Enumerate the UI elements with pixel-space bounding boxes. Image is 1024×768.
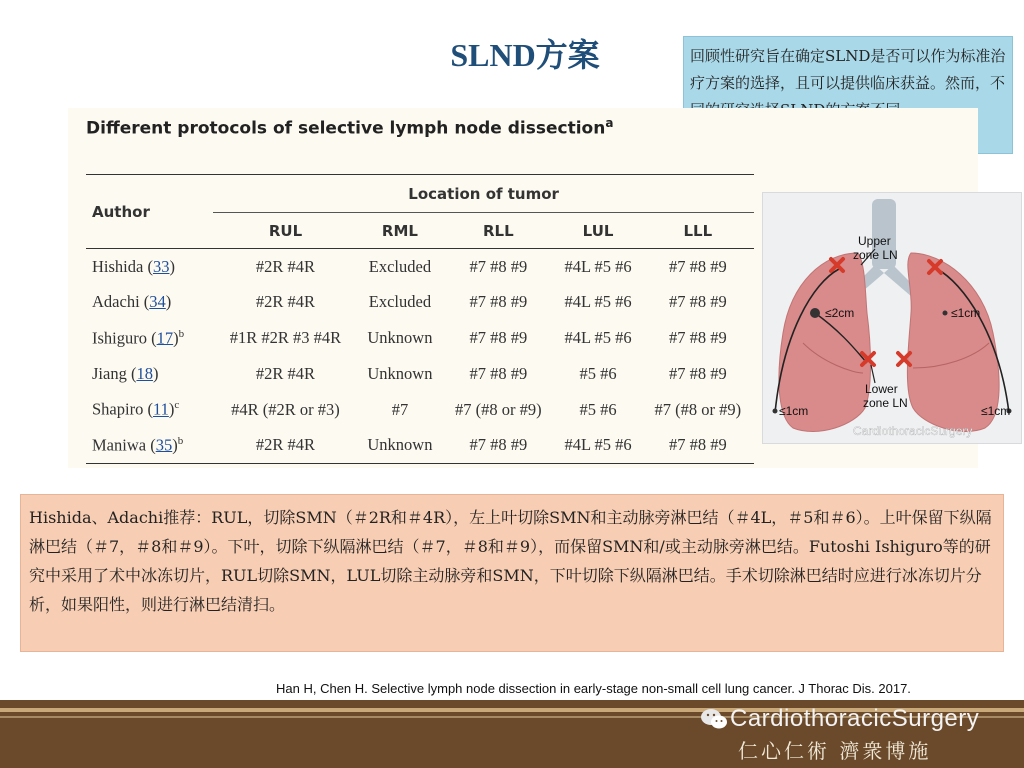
table-cell: #7 #8 #9 bbox=[469, 292, 528, 312]
table-cell: #4L #5 #6 bbox=[564, 256, 632, 276]
lower-zone-label-1: Lower bbox=[865, 382, 898, 396]
column-header: LLL bbox=[683, 221, 713, 240]
footnote-marker: c bbox=[174, 399, 180, 412]
author-cell: Maniwa $(35)^b$ bbox=[92, 434, 184, 455]
table-cell: #7 #8 #9 bbox=[668, 327, 727, 347]
table-cell: #2R #4R bbox=[255, 363, 316, 383]
reference-link[interactable]: 33 bbox=[152, 256, 170, 276]
table-cell: #4L #5 #6 bbox=[564, 435, 632, 455]
wechat-icon bbox=[700, 707, 728, 731]
author-cell: Ishiguro $(17)^b$ bbox=[92, 327, 185, 348]
table-cell: #2R #4R bbox=[255, 256, 316, 276]
table-cell: Excluded bbox=[368, 292, 432, 312]
table-cell: Excluded bbox=[368, 256, 432, 276]
table-cell: #4L #5 #6 bbox=[564, 327, 632, 347]
author-name: Jiang bbox=[92, 363, 127, 383]
table-heading-sup: a bbox=[605, 116, 614, 130]
table-cell: #7 #8 #9 bbox=[668, 292, 727, 312]
column-header: RUL bbox=[268, 221, 303, 240]
table-cell: #7 #8 #9 bbox=[469, 435, 528, 455]
label-1cm-br: ≤1cm bbox=[981, 404, 1011, 418]
reference-link[interactable]: 35 bbox=[155, 435, 173, 455]
table-cell: #7 bbox=[391, 399, 409, 419]
table-cell: #5 #6 bbox=[579, 363, 617, 383]
table-cell: #7 #8 #9 bbox=[469, 256, 528, 276]
upper-zone-label-2: zone LN bbox=[853, 248, 898, 262]
citation: Han H, Chen H. Selective lymph node dissection in early-stage non-small cell lung cancer. J Thorac Dis. 2017. bbox=[276, 681, 911, 696]
column-header: RLL bbox=[482, 221, 514, 240]
author-name: Maniwa bbox=[92, 435, 147, 455]
author-cell: Jiang (18) bbox=[92, 363, 159, 383]
table-row bbox=[86, 427, 754, 463]
table-cell: #7 (#8 or #9) bbox=[654, 399, 742, 419]
table-cell: #2R #4R bbox=[255, 435, 316, 455]
tumor-dot-2cm bbox=[810, 308, 820, 318]
label-1cm-right: ≤1cm bbox=[951, 306, 981, 320]
table-cell: Unknown bbox=[367, 435, 433, 455]
table-cell: #4L #5 #6 bbox=[564, 292, 632, 312]
author-name: Ishiguro bbox=[92, 328, 147, 348]
slide-title: SLND方案 bbox=[450, 37, 600, 73]
tumor-dot-1cm-bl bbox=[773, 409, 778, 414]
lung-figure bbox=[762, 192, 1022, 444]
footer-brand: CardiothoracicSurgery bbox=[730, 705, 980, 732]
table-cell: Unknown bbox=[367, 327, 433, 347]
table-row bbox=[86, 356, 754, 392]
protocol-table bbox=[86, 174, 754, 464]
label-2cm: ≤2cm bbox=[825, 306, 855, 320]
table-cell: #7 #8 #9 bbox=[469, 363, 528, 383]
table-cell: #4R (#2R or #3) bbox=[231, 399, 340, 419]
table-row bbox=[86, 284, 754, 320]
table-heading bbox=[86, 116, 613, 139]
author-cell: Adachi (34) bbox=[92, 292, 172, 312]
reference-link[interactable]: 18 bbox=[136, 363, 153, 383]
author-name: Adachi bbox=[92, 292, 140, 312]
lower-zone-line bbox=[871, 365, 875, 383]
table-cell: #7 (#8 or #9) bbox=[455, 399, 542, 419]
table-cell: #2R #4R bbox=[255, 292, 316, 312]
table-row bbox=[86, 392, 754, 428]
column-header: LUL bbox=[582, 221, 614, 240]
table-cell: #7 #8 #9 bbox=[668, 435, 727, 455]
author-header: Author bbox=[86, 175, 213, 249]
table-row bbox=[86, 249, 754, 285]
author-name: Shapiro bbox=[92, 399, 144, 419]
column-header: RML bbox=[381, 221, 418, 240]
table-cell: Unknown bbox=[367, 363, 433, 383]
author-cell: Shapiro $(11)^c$ bbox=[92, 399, 180, 419]
author-name: Hishida bbox=[92, 256, 144, 276]
lower-zone-label-2: zone LN bbox=[863, 396, 908, 410]
label-1cm-bl: ≤1cm bbox=[779, 404, 809, 418]
footnote-marker: b bbox=[177, 434, 184, 447]
table-cell: #7 #8 #9 bbox=[668, 363, 727, 383]
reference-link[interactable]: 34 bbox=[149, 292, 166, 312]
figure-watermark: CardiothoracicSurgery bbox=[853, 424, 973, 438]
footer-motto: 仁心仁術 濟衆博施 bbox=[738, 739, 932, 763]
location-header: Location of tumor bbox=[213, 175, 754, 213]
table-cell: #7 #8 #9 bbox=[668, 256, 727, 276]
table-cell: #7 #8 #9 bbox=[469, 327, 528, 347]
table-cell: #1R #2R #3 #4R bbox=[229, 327, 342, 347]
footnote-marker: b bbox=[178, 327, 185, 340]
table-row bbox=[86, 320, 754, 356]
reference-link[interactable]: 17 bbox=[156, 328, 174, 348]
upper-zone-label-1: Upper bbox=[858, 234, 891, 248]
lung-diagram bbox=[763, 193, 1022, 444]
note-box: 回顾性研究旨在确定SLND是否可以作为标准治疗方案的选择，且可以提供临床获益。然而，不 bbox=[683, 36, 1013, 154]
summary-box: Hishida、Adachi推荐：RUL，切除SMN（＃2R和＃4R），左上叶切除SMN和主动脉旁淋巴结（＃4L，＃5和＃6）。上叶保留下纵隔淋巴结（＃7，＃8和＃9）。下叶，切除下纵隔淋巴结（＃7，＃8和＃9），而保留SMN和/或主动脉旁淋巴结。Futoshi Ishiguro等的研究中采用了术中冰冻切片，RUL切除SMN，LUL切除主动脉旁和SMN，下叶切除下纵隔淋巴结。手术切除淋巴结时应进行冰冻切片分析，如果阳性，则进行淋巴结清扫。 bbox=[20, 494, 1004, 652]
tumor-dot-1cm-right bbox=[943, 311, 948, 316]
table-heading-text: Different protocols of selective lymph node dissection bbox=[86, 118, 606, 139]
author-cell: Hishida (33) bbox=[92, 256, 175, 276]
table-cell: #5 #6 bbox=[579, 399, 617, 419]
reference-link[interactable]: 11 bbox=[152, 399, 169, 419]
